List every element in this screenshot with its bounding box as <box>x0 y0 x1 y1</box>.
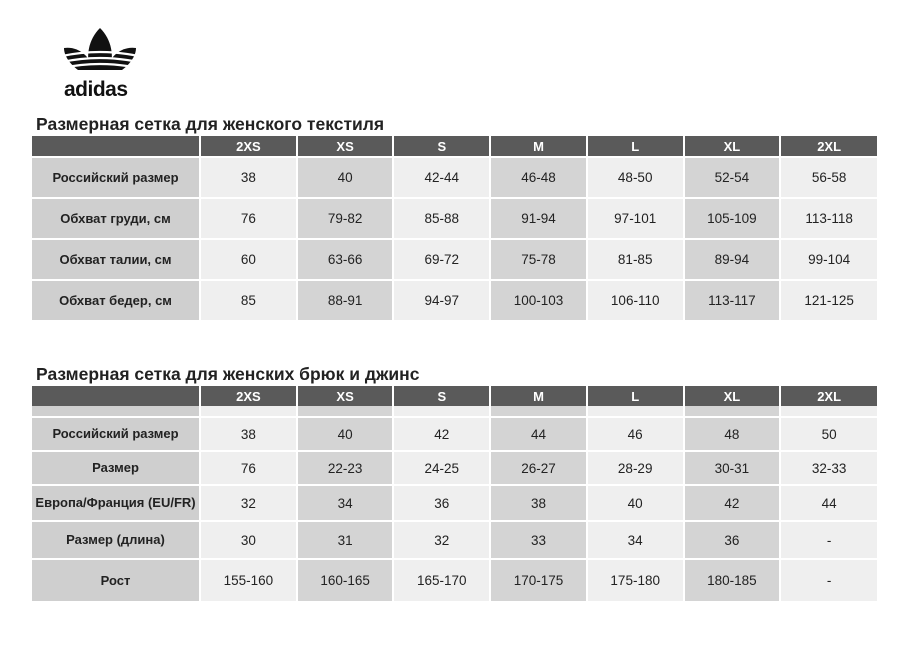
table-cell: 97-101 <box>587 198 684 239</box>
spacer-cell <box>587 406 684 417</box>
row-label: Обхват бедер, см <box>32 280 200 320</box>
table-cell: 113-118 <box>780 198 877 239</box>
header-size: XL <box>684 136 781 157</box>
header-size: 2XL <box>780 386 877 406</box>
header-size: S <box>393 136 490 157</box>
header-size: XL <box>684 386 781 406</box>
table-header-row <box>32 136 877 157</box>
table-cell: 56-58 <box>780 157 877 198</box>
table-cell: 42 <box>393 417 490 451</box>
header-size: M <box>490 386 587 406</box>
header-corner <box>32 386 200 406</box>
row-label: Размер <box>32 451 200 485</box>
table-cell: 42-44 <box>393 157 490 198</box>
table-cell: 32 <box>393 521 490 559</box>
row-label: Российский размер <box>32 157 200 198</box>
table-cell: 40 <box>297 417 394 451</box>
table-cell: 76 <box>200 451 297 485</box>
table-row <box>32 198 877 239</box>
table-cell: 175-180 <box>587 559 684 601</box>
table-cell: 40 <box>297 157 394 198</box>
table-cell: 32 <box>200 485 297 521</box>
row-label: Российский размер <box>32 417 200 451</box>
table-cell: 76 <box>200 198 297 239</box>
spacer-cell <box>490 406 587 417</box>
table-cell: 31 <box>297 521 394 559</box>
table-row <box>32 521 877 559</box>
table-cell: 79-82 <box>297 198 394 239</box>
header-size: M <box>490 136 587 157</box>
table-cell: 48 <box>684 417 781 451</box>
textile-size-table <box>32 136 877 320</box>
spacer-cell <box>32 406 200 417</box>
table-cell: 155-160 <box>200 559 297 601</box>
spacer-cell <box>200 406 297 417</box>
table-cell: 46-48 <box>490 157 587 198</box>
table-cell: 30-31 <box>684 451 781 485</box>
table-cell: 106-110 <box>587 280 684 320</box>
header-size: S <box>393 386 490 406</box>
table-cell: 34 <box>587 521 684 559</box>
table-cell: 105-109 <box>684 198 781 239</box>
table-cell: 69-72 <box>393 239 490 280</box>
table-cell: 85 <box>200 280 297 320</box>
table-cell: 32-33 <box>780 451 877 485</box>
table-cell: 160-165 <box>297 559 394 601</box>
pants-size-table <box>32 386 877 601</box>
table-cell: 89-94 <box>684 239 781 280</box>
table-cell: 36 <box>684 521 781 559</box>
table-cell: 48-50 <box>587 157 684 198</box>
table-row <box>32 417 877 451</box>
spacer-cell <box>684 406 781 417</box>
table-cell: 180-185 <box>684 559 781 601</box>
header-size: L <box>587 386 684 406</box>
table-cell: 100-103 <box>490 280 587 320</box>
row-label: Обхват талии, см <box>32 239 200 280</box>
header-size: XS <box>297 136 394 157</box>
textile-section-title: Размерная сетка для женского текстиля <box>36 114 385 134</box>
header-size: XS <box>297 386 394 406</box>
trefoil-icon <box>60 26 140 78</box>
table-cell: 85-88 <box>393 198 490 239</box>
table-cell: 38 <box>490 485 587 521</box>
row-label: Обхват груди, см <box>32 198 200 239</box>
table-row <box>32 451 877 485</box>
spacer-cell <box>297 406 394 417</box>
table-cell: 33 <box>490 521 587 559</box>
table-row <box>32 157 877 198</box>
table-cell: 26-27 <box>490 451 587 485</box>
table-cell: 44 <box>780 485 877 521</box>
table-cell: 38 <box>200 417 297 451</box>
row-label: Европа/Франция (EU/FR) <box>32 485 200 521</box>
pants-section-title: Размерная сетка для женских брюк и джинс <box>36 364 420 384</box>
table-cell: 121-125 <box>780 280 877 320</box>
table-cell: 165-170 <box>393 559 490 601</box>
table-cell: 94-97 <box>393 280 490 320</box>
table-cell: 34 <box>297 485 394 521</box>
table-cell: 46 <box>587 417 684 451</box>
header-size: 2XL <box>780 136 877 157</box>
table-row <box>32 280 877 320</box>
table-cell: 24-25 <box>393 451 490 485</box>
table-cell: 22-23 <box>297 451 394 485</box>
spacer-row <box>32 406 877 417</box>
table-cell: 36 <box>393 485 490 521</box>
header-corner <box>32 136 200 157</box>
header-size: 2XS <box>200 386 297 406</box>
table-cell: 88-91 <box>297 280 394 320</box>
table-cell: 75-78 <box>490 239 587 280</box>
table-cell: 28-29 <box>587 451 684 485</box>
table-cell: 99-104 <box>780 239 877 280</box>
table-cell: 40 <box>587 485 684 521</box>
table-cell: - <box>780 521 877 559</box>
table-cell: 38 <box>200 157 297 198</box>
table-cell: 170-175 <box>490 559 587 601</box>
row-label: Размер (длина) <box>32 521 200 559</box>
table-cell: 81-85 <box>587 239 684 280</box>
table-cell: 42 <box>684 485 781 521</box>
table-cell: 52-54 <box>684 157 781 198</box>
table-row <box>32 559 877 601</box>
table-row <box>32 239 877 280</box>
table-cell: 44 <box>490 417 587 451</box>
spacer-cell <box>393 406 490 417</box>
spacer-cell <box>780 406 877 417</box>
table-cell: 91-94 <box>490 198 587 239</box>
table-header-row <box>32 386 877 406</box>
table-cell: - <box>780 559 877 601</box>
header-size: 2XS <box>200 136 297 157</box>
brand-wordmark: adidas <box>64 78 128 101</box>
table-cell: 30 <box>200 521 297 559</box>
table-cell: 113-117 <box>684 280 781 320</box>
table-cell: 50 <box>780 417 877 451</box>
table-cell: 60 <box>200 239 297 280</box>
row-label: Рост <box>32 559 200 601</box>
table-cell: 63-66 <box>297 239 394 280</box>
table-row <box>32 485 877 521</box>
header-size: L <box>587 136 684 157</box>
